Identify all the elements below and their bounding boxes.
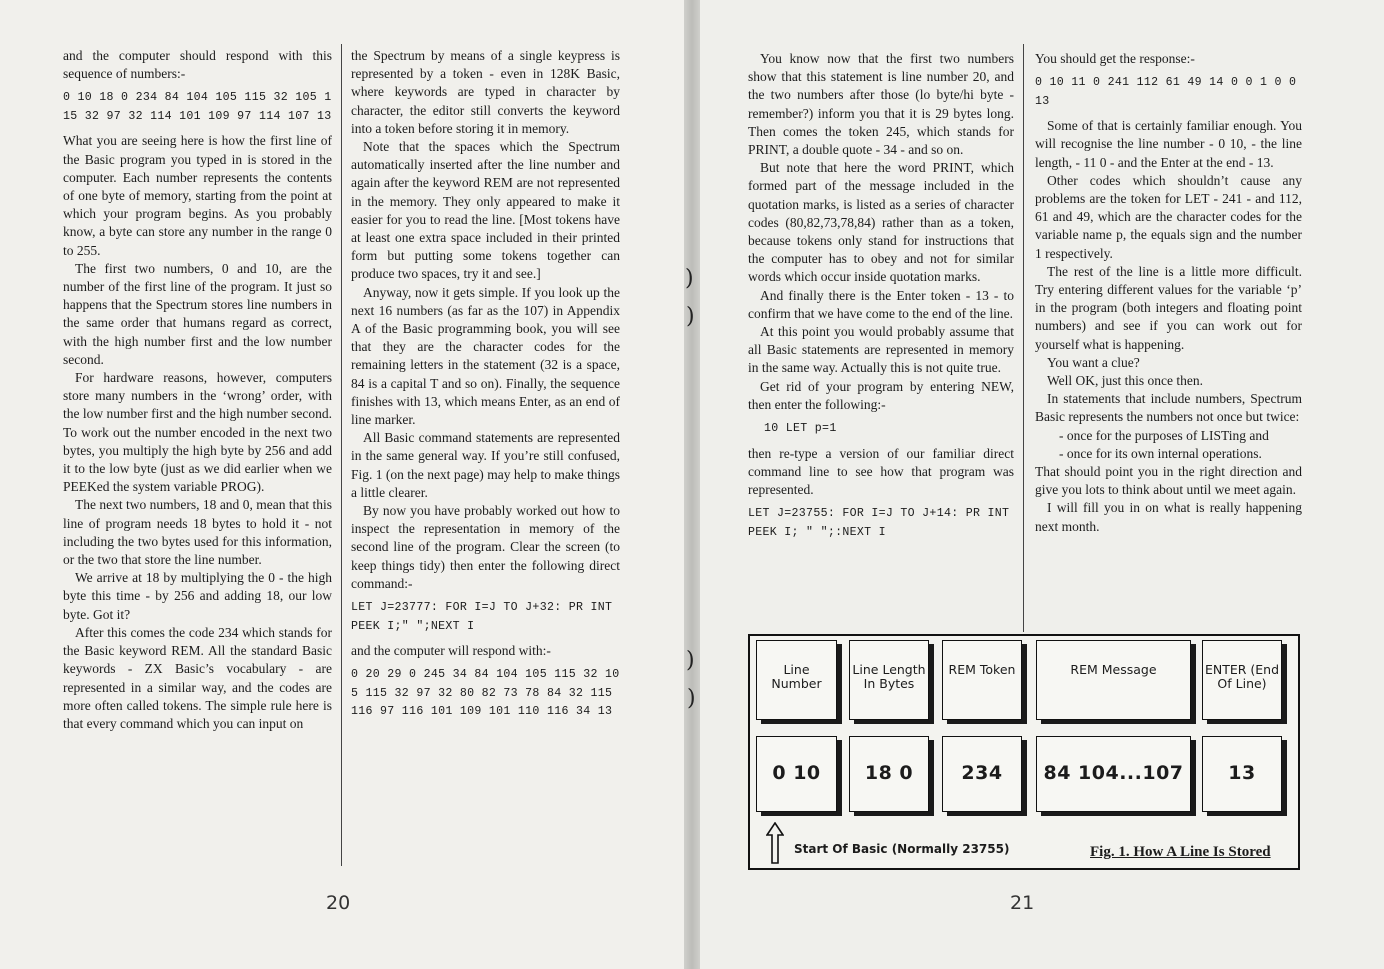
figure-value-rem-token: 234 <box>942 736 1022 812</box>
code-listing: 0 10 18 0 234 84 104 105 115 32 105 115 32 97 32 114 101 109 97 114 107 13 <box>63 91 332 123</box>
page-number: 21 <box>1010 892 1035 914</box>
page-number: 20 <box>326 892 351 914</box>
code-listing: LET J=23755: FOR I=J TO J+14: PR INT PEEK I; " ";:NEXT I <box>748 507 1017 539</box>
code-listing: LET J=23777: FOR I=J TO J+32: PR INT PEEK I;" ";NEXT I <box>351 601 620 633</box>
figure-value-rem-message: 84 104...107 <box>1036 736 1191 812</box>
paragraph: Well OK, just this once then. <box>1047 373 1204 389</box>
paragraph: Get rid of your program by entering NEW, then enter the following:- <box>748 378 1014 412</box>
paragraph: By now you have probably worked out how to inspect the representation in memory of the second line of the program. Clear the screen (to keep things tidy) then enter the following direct command:- <box>351 503 620 591</box>
paragraph: After this comes the code 234 which stands for the Basic keyword REM. All the standard Basic keywords - ZX Basic’s vocabulary - are represented in a similar way, and the codes are more often called tokens. The simple rule here is that every command which you can input on <box>63 624 332 731</box>
column-divider <box>341 44 342 866</box>
paragraph: - once for its own internal operations. <box>1059 445 1262 461</box>
paragraph: and the computer should respond with this sequence of numbers:- <box>63 48 332 82</box>
paragraph: But note that here the word PRINT, which formed part of the message included in the quotation marks, is listed as a series of character codes (80,82,73,78,84) rather than as a token, because tokens only stand for instructions that the computer has to obey and not for similar words which occur inside quotation marks. <box>748 160 1014 285</box>
paragraph: That should point you in the right direction and give you lots to think about until we meet again. <box>1035 464 1302 498</box>
margin-mark: ) <box>685 266 694 291</box>
paragraph: And finally there is the Enter token - 13 - to confirm that we have come to the end of the line. <box>748 287 1014 321</box>
paragraph: Some of that is certainly familiar enough. You will recognise the line number - 0 10, - the line length, - 11 0 - and the Enter at the end - 13. <box>1035 118 1302 170</box>
figure-header-line-length: Line Length In Bytes <box>849 640 929 720</box>
paragraph: Anyway, now it gets simple. If you look up the next 16 numbers (as far as the 107) in Appendix A of the Basic programming book, you will see that they are the character codes for the remaining letters in the statement (32 is a space, 84 is a capital T and so on). Finally, the sequence finishes with 13, which means Enter, as an end of line marker. <box>351 284 620 428</box>
paragraph: You should get the response:- <box>1035 51 1195 66</box>
paragraph: The next two numbers, 18 and 0, mean that this line of program needs 18 bytes to hold it - not including the two bytes used for this information, or the two that store the line number. <box>63 497 332 568</box>
paragraph: The rest of the line is a little more difficult. Try entering different values for the variable ‘p’ in the program (both integers and floating point numbers) and see if you can work out for yourself what is happening. <box>1035 263 1302 352</box>
paragraph: You know now that the first two numbers show that this statement is line number 20, and the two numbers after those (lo byte/hi byte - remember?) inform you that it is 29 bytes long. Then comes the token 245, which stands for PRINT, a double quote - 34 - and so on. <box>748 51 1014 158</box>
up-arrow-icon <box>766 822 784 864</box>
figure-value-line-length: 18 0 <box>849 736 929 812</box>
left-page-column-1 <box>63 47 332 733</box>
book-gutter <box>684 0 700 969</box>
margin-mark: ) <box>686 304 695 329</box>
code-listing: 10 LET p=1 <box>764 422 837 436</box>
paragraph: In statements that include numbers, Spectrum Basic represents the numbers not once but twice: <box>1035 391 1302 425</box>
figure-header-line-number: Line Number <box>756 640 837 720</box>
paragraph: For hardware reasons, however, computers store many numbers in the ‘wrong’ order, with the low number first and the high number second. To work out the number encoded in the next two bytes, you multiply the high byte by 256 and add it to the low byte (just as we did earlier when we PEEKed the system variable PROG). <box>63 370 332 495</box>
column-divider <box>1023 44 1024 632</box>
paragraph: - once for the purposes of LISTing and <box>1059 427 1269 443</box>
paragraph: What you are seeing here is how the first line of the Basic program you typed in is stored in the computer. Each number represents the contents of one byte of memory, starting from the point at which your program begins. As you probably know, a byte can store any number in the range 0 to 255. <box>63 133 332 258</box>
paragraph: The first two numbers, 0 and 10, are the number of the first line of the program. It just so happens that the Spectrum stores line numbers in the same order that humans regard as correct, with the high number first and the low number second. <box>63 260 332 367</box>
paragraph: Other codes which shouldn’t cause any problems are the token for LET - 241 - and 112, 61 and 49, which are the character codes for the variable name p, the equals sign and the number 1 respectively. <box>1035 172 1302 261</box>
figure-value-enter: 13 <box>1202 736 1282 812</box>
paragraph: At this point you would probably assume that all Basic statements are represented in memory in the same way. Actually this is not quite true. <box>748 324 1014 376</box>
right-page-column-1 <box>748 50 1017 548</box>
margin-mark: ) <box>687 686 696 711</box>
paragraph: Note that the spaces which the Spectrum automatically inserted after the line number and again after the keyword REM are not represented in the memory. They only appeared to make it easier for you to read the line. [Most tokens have at least one extra space included in their printed form but putting some tokens together can produce two spaces, try it and see.] <box>351 139 620 282</box>
paragraph: then re-type a version of our familiar direct command line to see how that program was represented. <box>748 445 1014 497</box>
left-page-column-2 <box>351 47 620 728</box>
paragraph: All Basic command statements are represented in the same general way. If you’re still confused, Fig. 1 (on the next page) may help to make things a little clearer. <box>351 430 620 500</box>
figure-caption: Fig. 1. How A Line Is Stored <box>1090 844 1271 860</box>
paragraph: the Spectrum by means of a single keypress is represented by a token - even in 128K Basic, where keywords are typed in character by character, the editor still converts the keyword into a token before storing it in memory. <box>351 48 620 136</box>
paragraph: We arrive at 18 by multiplying the 0 - the high byte this time - by 256 and adding 18, our low byte. Got it? <box>63 570 332 622</box>
margin-mark: ) <box>686 648 695 673</box>
right-page-column-2 <box>1035 50 1302 536</box>
figure-header-enter: ENTER (End Of Line) <box>1202 640 1282 720</box>
figure-header-rem-token: REM Token <box>942 640 1022 720</box>
figure-header-rem-message: REM Message <box>1036 640 1191 720</box>
paragraph: and the computer will respond with:- <box>351 643 551 659</box>
figure-value-line-number: 0 10 <box>756 736 837 812</box>
left-page <box>0 0 684 969</box>
paragraph: I will fill you in on what is really happening next month. <box>1035 500 1302 534</box>
code-listing: 0 20 29 0 245 34 84 104 105 115 32 105 115 32 97 32 80 82 73 78 84 32 115 116 97 116 101 109 101 110 116 34 13 <box>351 668 620 719</box>
code-listing: 0 10 11 0 241 112 61 49 14 0 0 1 0 0 13 <box>1035 76 1304 108</box>
figure-start-label: Start Of Basic (Normally 23755) <box>794 842 1010 856</box>
paragraph: You want a clue? <box>1047 354 1140 370</box>
